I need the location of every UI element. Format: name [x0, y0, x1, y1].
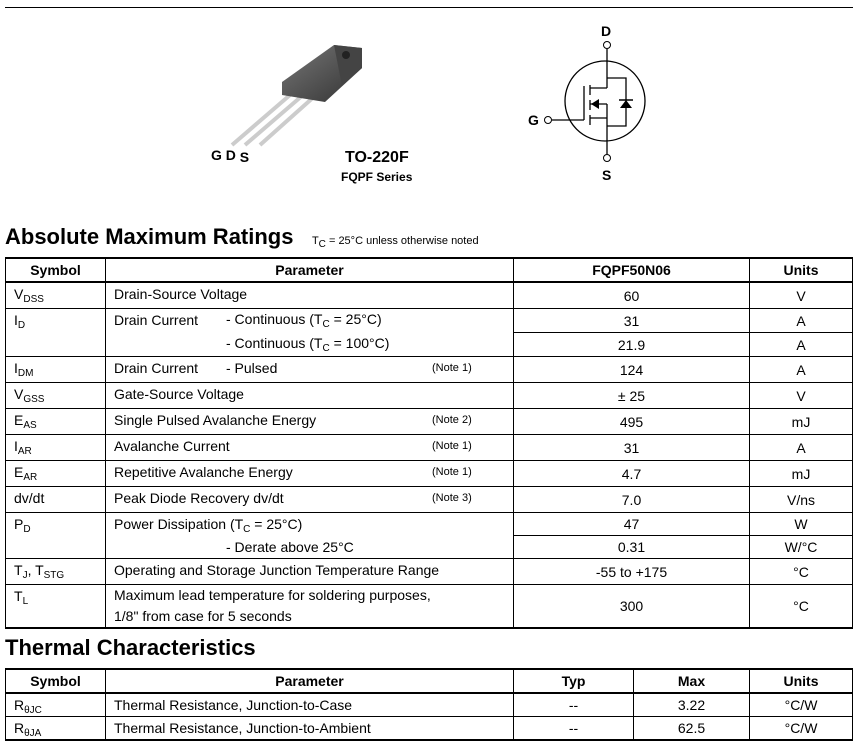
symbol-cell — [6, 461, 106, 487]
pin-labels — [211, 147, 249, 163]
text: °C/W — [784, 720, 818, 736]
header-parameter: Parameter — [106, 258, 514, 282]
text: - Derate above 25°C — [226, 539, 354, 555]
text: -55 to +175 — [595, 563, 668, 580]
parameter: 1/8" from case for 5 seconds — [114, 608, 292, 624]
text: θJC — [24, 705, 42, 716]
symbol-cell — [6, 585, 106, 629]
text: 0.31 — [617, 539, 646, 555]
symbol-cell — [6, 309, 106, 357]
unit-cell — [750, 282, 853, 309]
parameter-subscript: C — [243, 524, 251, 535]
unit-cell — [750, 536, 853, 559]
parameter-cell — [106, 693, 514, 717]
thermal-characteristics-table — [5, 668, 853, 741]
parameter: Repetitive Avalanche Energy — [114, 464, 293, 480]
amr-title: Absolute Maximum Ratings — [5, 224, 294, 249]
mosfet-symbol — [520, 20, 660, 185]
value-cell — [514, 383, 750, 409]
unit-cell — [750, 513, 853, 536]
header-parameter: Parameter — [106, 669, 514, 693]
text: V/ns — [786, 491, 815, 508]
note-ref: (Note 2) — [432, 414, 472, 426]
symbol-subscript: AS — [23, 420, 37, 431]
text: 7.0 — [621, 491, 642, 508]
text: 62.5 — [677, 720, 706, 736]
header-units: Units — [750, 669, 853, 693]
pin-g: G — [211, 147, 222, 163]
parameter-cell — [106, 383, 514, 409]
unit-cell — [750, 409, 853, 435]
typ-cell — [514, 717, 634, 741]
value-cell — [514, 333, 750, 357]
text: W — [794, 516, 808, 532]
table-row — [6, 693, 853, 717]
parameter-cell — [106, 435, 514, 461]
symbol-cell — [6, 487, 106, 513]
parameter: Avalanche Current — [114, 438, 230, 454]
symbol-subscript: D — [17, 320, 26, 331]
text: mJ — [791, 465, 811, 482]
text: A — [796, 312, 806, 329]
text: 4.7 — [621, 465, 642, 482]
top-rule — [5, 7, 853, 8]
text: - Pulsed — [226, 360, 278, 376]
parameter-cell — [106, 487, 514, 513]
table-row — [6, 357, 853, 383]
table-row — [6, 383, 853, 409]
pin-d: D — [225, 147, 236, 163]
symbol-subscript: L — [22, 596, 29, 607]
symbol-subscript: STG — [43, 570, 65, 581]
text: - Continuous (T — [226, 335, 323, 351]
unit-cell — [750, 487, 853, 513]
parameter: Single Pulsed Avalanche Energy — [114, 412, 317, 428]
symbol: I — [14, 312, 18, 328]
parameter-cell — [106, 585, 514, 629]
symbol-subscript: AR — [23, 472, 38, 483]
parameter-cell — [106, 409, 514, 435]
parameter-cell — [106, 461, 514, 487]
text: 495 — [619, 413, 644, 430]
unit-cell — [750, 357, 853, 383]
text: = 25°C) — [329, 311, 382, 327]
text: -- — [568, 697, 579, 713]
text: C — [322, 319, 330, 330]
symbol: E — [14, 464, 24, 480]
unit-cell — [750, 585, 853, 629]
symbol-subscript: J — [22, 570, 28, 581]
text: R — [14, 720, 25, 736]
text: 60 — [623, 287, 640, 304]
text: °C/W — [784, 697, 818, 713]
symbol: V — [14, 286, 24, 302]
note-ref: (Note 1) — [432, 466, 472, 478]
symbol-cell — [6, 513, 106, 559]
amr-subtitle: $T_C = 25^\circ C$ unless otherwise noted — [311, 235, 479, 250]
parameter: Drain-Source Voltage — [114, 286, 248, 302]
text: C — [322, 343, 330, 354]
parameter: Drain Current — [114, 360, 199, 376]
symbol-cell — [6, 559, 106, 585]
table-row — [6, 487, 853, 513]
symbol-subscript: D — [23, 524, 31, 535]
header-units: Units — [750, 258, 853, 282]
unit-cell — [750, 693, 853, 717]
parameter-cell — [106, 309, 514, 357]
symbol-cell — [6, 693, 106, 717]
text: mJ — [791, 413, 811, 430]
text: θJA — [24, 728, 42, 739]
text: A — [796, 361, 806, 378]
text: 3.22 — [677, 697, 706, 713]
header-typ: Typ — [514, 669, 634, 693]
typ-cell — [514, 693, 634, 717]
symbol-cell — [6, 282, 106, 309]
text: = 100°C) — [329, 335, 390, 351]
text: A — [796, 336, 806, 353]
symbol: I — [14, 438, 18, 454]
symbol: T — [14, 562, 23, 578]
symbol: E — [14, 412, 24, 428]
max-cell — [634, 717, 750, 741]
note-ref: (Note 3) — [432, 492, 472, 504]
text: W/°C — [784, 539, 818, 555]
unit-cell — [750, 309, 853, 333]
value-cell — [514, 585, 750, 629]
max-cell — [634, 693, 750, 717]
drain-label: D — [601, 23, 612, 39]
symbol-subscript: GSS — [23, 394, 45, 405]
header-max: Max — [634, 669, 750, 693]
symbol: I — [14, 360, 18, 376]
text: 31 — [623, 312, 640, 329]
unit-cell — [750, 435, 853, 461]
parameter: Operating and Storage Junction Temperature Range — [114, 562, 440, 578]
header-part: FQPF50N06 — [514, 258, 750, 282]
source-label: S — [602, 167, 612, 183]
parameter: Peak Diode Recovery dv/dt — [114, 490, 284, 506]
parameter-cell — [106, 717, 514, 741]
value-cell — [514, 559, 750, 585]
unit-cell — [750, 461, 853, 487]
table-row — [6, 585, 853, 629]
table-row — [6, 282, 853, 309]
value-cell — [514, 435, 750, 461]
package-name: TO-220F — [345, 149, 409, 166]
absolute-maximum-ratings-table — [5, 257, 853, 629]
value-cell — [514, 282, 750, 309]
symbol-cell — [6, 409, 106, 435]
text: 47 — [623, 516, 640, 532]
unit-cell — [750, 383, 853, 409]
parameter: Power Dissipation (T — [114, 516, 244, 532]
note-ref: (Note 1) — [432, 440, 472, 452]
value-cell — [514, 461, 750, 487]
parameter: Drain Current — [114, 312, 199, 328]
note-ref: (Note 1) — [432, 362, 472, 374]
table-row — [6, 717, 853, 741]
pin-s: S — [239, 149, 250, 165]
text: ± 25 — [617, 387, 646, 404]
header-symbol: Symbol — [6, 669, 106, 693]
symbol-subscript: DM — [17, 368, 34, 379]
text: 31 — [623, 439, 640, 456]
symbol: , T — [27, 562, 44, 578]
header-symbol: Symbol — [6, 258, 106, 282]
package-series: FQPF Series — [341, 170, 413, 184]
symbol: dv/dt — [14, 490, 45, 506]
table-row — [6, 559, 853, 585]
text: 300 — [619, 598, 644, 614]
gate-label: G — [528, 112, 539, 128]
table-row — [6, 409, 853, 435]
symbol-cell — [6, 357, 106, 383]
unit-cell — [750, 717, 853, 741]
parameter: Gate-Source Voltage — [114, 386, 244, 402]
text: 21.9 — [617, 336, 646, 353]
parameter-cell — [106, 282, 514, 309]
parameter-cell — [106, 513, 514, 559]
value-cell — [514, 536, 750, 559]
symbol-cell — [6, 717, 106, 741]
text: A — [796, 439, 806, 456]
text: - Continuous (T — [226, 311, 323, 327]
unit-cell — [750, 333, 853, 357]
symbol: P — [14, 516, 24, 532]
unit-cell — [750, 559, 853, 585]
to220f-package-image — [210, 40, 370, 150]
amr-heading — [5, 224, 479, 250]
value-cell — [514, 513, 750, 536]
table-row — [6, 461, 853, 487]
parameter-cell — [106, 357, 514, 383]
thermal-title: Thermal Characteristics — [5, 635, 256, 660]
text: V — [796, 387, 806, 404]
text: °C — [793, 598, 809, 614]
parameter: = 25°C) — [250, 516, 303, 532]
value-cell — [514, 409, 750, 435]
text: V — [796, 287, 806, 304]
value-cell — [514, 309, 750, 333]
symbol: T — [14, 588, 23, 604]
table-row — [6, 435, 853, 461]
table-row — [6, 309, 853, 333]
text: -- — [568, 720, 579, 736]
value-cell — [514, 357, 750, 383]
parameter-cell — [106, 559, 514, 585]
text: Thermal Resistance, Junction-to-Ambient — [114, 720, 371, 736]
parameter: Maximum lead temperature for soldering purposes, — [114, 587, 431, 603]
symbol: V — [14, 386, 24, 402]
symbol-subscript: AR — [17, 446, 32, 457]
text: °C — [793, 563, 809, 580]
symbol-subscript: DSS — [23, 294, 44, 305]
text: 124 — [619, 361, 644, 378]
value-cell — [514, 487, 750, 513]
symbol-cell — [6, 435, 106, 461]
table-row — [6, 513, 853, 536]
text: Thermal Resistance, Junction-to-Case — [114, 697, 353, 713]
text: R — [14, 697, 25, 713]
symbol-cell — [6, 383, 106, 409]
